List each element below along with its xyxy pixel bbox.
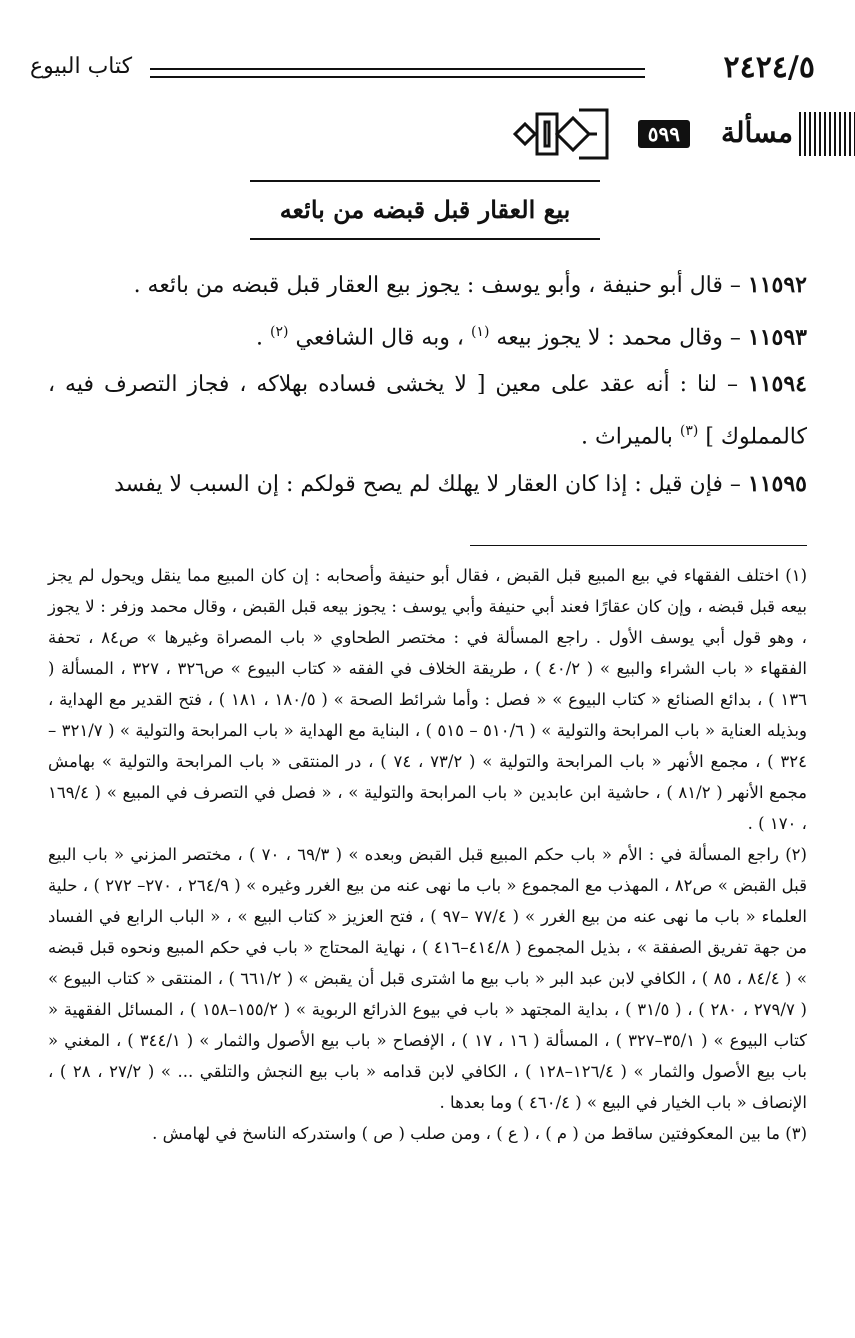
- paragraph: [48, 461, 807, 508]
- paragraph-number: ١١٥٩٣: [747, 324, 807, 351]
- paragraph-text: ، وبه قال الشافعي: [295, 325, 464, 351]
- paragraph-number: ١١٥٩٥: [747, 470, 807, 497]
- book-title: كتاب البيوع: [30, 54, 133, 79]
- issue-number: ٥٩٩: [638, 120, 690, 148]
- footnote-ref: (٢): [270, 324, 289, 340]
- hatch-ornament-icon: [799, 112, 855, 156]
- issue-label: مسألة: [720, 116, 793, 149]
- paragraph: [48, 309, 807, 361]
- paragraph-text: بالميراث .: [581, 424, 673, 450]
- running-header: [30, 50, 825, 90]
- issue-title: بيع العقار قبل قبضه من بائعه: [279, 195, 571, 224]
- paragraph-text: – فإن قيل : إذا كان العقار لا يهلك لم يصح قولكم : إن السبب لا يفسد: [114, 471, 741, 497]
- geometric-ornament-icon: [507, 106, 617, 162]
- paragraph-text: – وقال محمد : لا يجوز بيعه: [496, 325, 741, 351]
- issue-banner: [525, 110, 855, 158]
- footnotes: [48, 560, 807, 1149]
- footnote: (٣) ما بين المعكوفتين ساقط من ( م ) ، ( ع ) ، ومن صلب ( ص ) واستدركه الناسخ في لهامش .: [152, 1124, 807, 1143]
- main-text: [48, 262, 807, 508]
- footnote-ref: (٣): [679, 423, 699, 440]
- footnote: (١) اختلف الفقهاء في بيع المبيع قبل القبض ، فقال أبو حنيفة وأصحابه : إن كان المبيع مما ينقل ويحول لم يجز بيعه قبل قبضه ، وإن كان عقارًا فعند أبي حنيفة وأبي يوسف : يجوز بيعه قبل القبض ، وقال محمد وزفر : لا يجوز ، وهو قول أبي يوسف الأول . راجع المسألة في : مختصر الطحاوي « باب المصراة وغيرها » ص٨٤ ، تحفة الفقهاء « باب الشراء والبيع » ( ٤٠/٢ ) ، طريقة الخلاف في الفقه « كتاب البيوع » ص٣٢٦ ، ٣٢٧ ، المسألة ( ١٣٦ ) ، بدائع الصنائع « كتاب البيوع » « فصل : وأما شرائط الصحة » ( ١٨٠/٥ ، ١٨١ ) ، فتح القدير مع الهداية ، وبذيله العناية « باب المرابحة والتولية » ( ٥١٠/٦ – ٥١٥ ) ، البناية مع الهداية « باب المرابحة والتولية » ( ٣٢١/٧ – ٣٢٤ ) ، مجمع الأنهر « باب المرابحة والتولية » ( ٧٣/٢ ، ٧٤ ) ، در المنتقى « باب المرابحة والتولية » بهامش مجمع الأنهر ( ٨١/٢ ) ، حاشية ابن عابدين « باب المرابحة والتولية » ، « فصل في التصرف في المبيع » ( ١٦٩/٤ ، ١٧٠ ) .: [48, 566, 807, 833]
- paragraph: [48, 361, 807, 460]
- footnote: (٢) راجع المسألة في : الأم « باب حكم المبيع قبل القبض وبعده » ( ٦٩/٣ ، ٧٠ ) ، مختصر المزني « باب البيع قبل القبض » ص٨٢ ، المهذب مع المجموع « باب ما نهى عنه من بيع الغرر وغيره » ( ٢٦٤/٩ ، ٢٧٠– ٢٧٢ ) ، حلية العلماء « باب ما نهى عنه من بيع الغرر » ( ٧٧/٤ –٩٧ ) ، فتح العزيز « كتاب البيع » ، « الباب الرابع في الفساد من جهة تفريق الصفقة » ، بذيل المجموع ( ٤١٤/٨–٤١٦ ) ، نهاية المحتاج « باب في حكم المبيع ونحوه قبل قبضه » ( ٨٤/٤ ، ٨٥ ) ، الكافي لابن عبد البر « باب بيع ما اشترى قبل أن يقبض » ( ٦٦١/٢ ) ، المنتقى « كتاب البيوع » ( ٢٧٩/٧ ، ٢٨٠ ) ، ( ٣١/٥ ) ، بداية المجتهد « باب في بيوع الذرائع الربوية » ( ١٥٥/٢–١٥٨ ) ، المسائل الفقهية « كتاب البيوع » ( ٣٥/١–٣٢٧ ) ، المسألة ( ١٦ ، ١٧ ) ، الإفصاح « باب بيع الأصول والثمار » ( ٣٤٤/١ ) ، المغني « باب بيع الأصول والثمار » ( ١٢٦/٤–١٢٨ ) ، الكافي لابن قدامه « باب بيع النجش والتلقي ... » ( ٢٧/٢ ، ٢٨ ) ، الإنصاف « باب الخيار في البيع » ( ٤٦٠/٤ ) وما بعدها .: [48, 845, 807, 1112]
- footnote-ref: (١): [470, 324, 490, 340]
- title-bottom-rule: [250, 238, 600, 240]
- footnote-separator: [470, 545, 807, 546]
- paragraph-text: – لنا : أنه عقد على معين [ لا يخشى فساده بهلاكه ، فجاز التصرف فيه ، كالمملوك ]: [48, 372, 807, 450]
- paragraph: [48, 262, 807, 309]
- paragraph-number: ١١٥٩٢: [747, 272, 807, 298]
- title-top-rule: [250, 180, 600, 182]
- header-double-rule: [150, 68, 645, 78]
- page-number: ٢٤٢٤/٥: [723, 50, 815, 85]
- paragraph-number: ١١٥٩٤: [747, 371, 807, 398]
- paragraph-text: – قال أبو حنيفة ، وأبو يوسف : يجوز بيع العقار قبل قبضه من بائعه .: [133, 273, 741, 298]
- paragraph-text: .: [256, 325, 264, 351]
